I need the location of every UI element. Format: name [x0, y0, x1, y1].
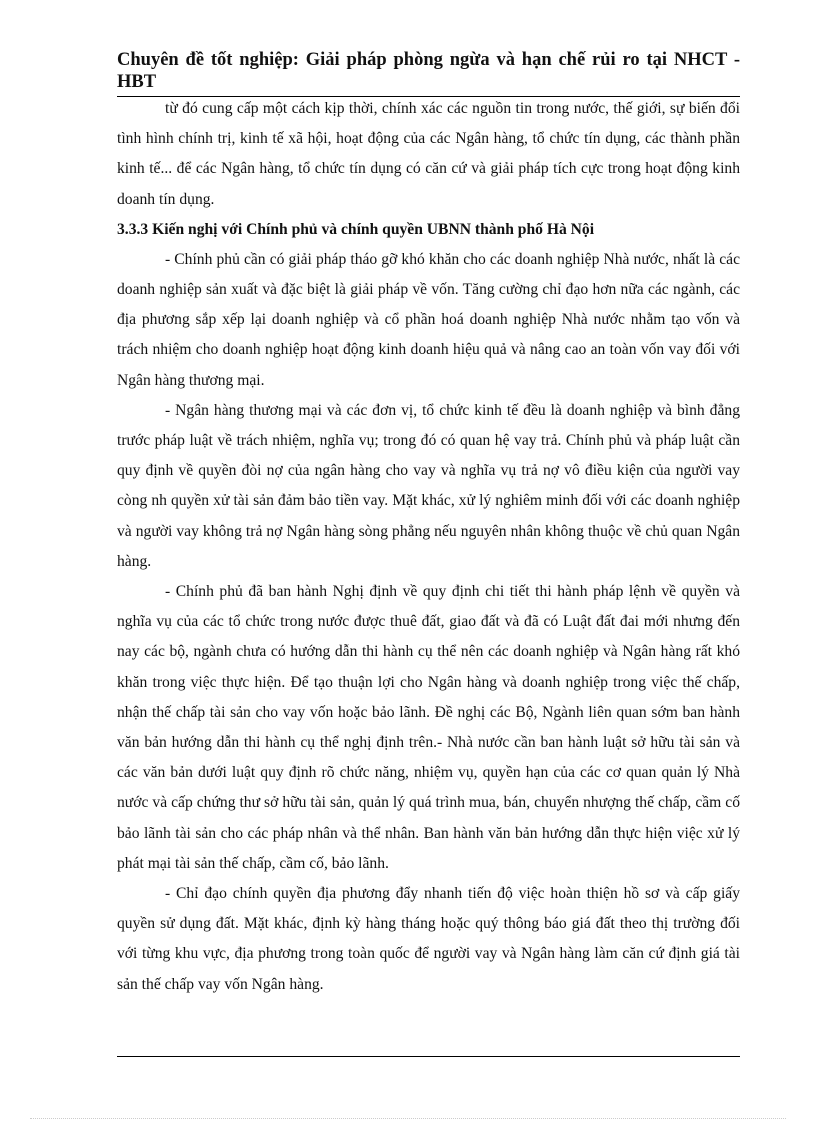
paragraph: - Chỉ đạo chính quyền địa phương đẩy nhanh tiến độ việc hoàn thiện hồ sơ và cấp giấy quyền sử dụng đất. Mặt khác, định kỳ hàng tháng hoặc quý thông báo giá đất theo thị trường đối với từng khu vực, địa phương trong toàn quốc để người vay và Ngân hàng làm căn cứ định giá tài sản thế chấp vay vốn Ngân hàng. — [117, 885, 740, 993]
footer-divider — [117, 1056, 740, 1057]
continuation-paragraph: từ đó cung cấp một cách kịp thời, chính xác các nguồn tin trong nước, thế giới, sự biến đổi tình hình chính trị, kinh tế xã hội, hoạt động của các Ngân hàng, tổ chức tín dụng, các thành phần kinh tế... để các Ngân hàng, tổ chức tín dụng có căn cứ và giải pháp tích cực trong hoạt động kinh doanh tín dụng. — [117, 100, 740, 208]
paragraph: - Ngân hàng thương mại và các đơn vị, tổ chức kinh tế đều là doanh nghiệp và bình đẳng trước pháp luật về trách nhiệm, nghĩa vụ; trong đó có quan hệ vay trả. Chính phủ và pháp luật cần quy định về quyền đòi nợ của ngân hàng cho vay và nghĩa vụ trả nợ vô điều kiện của người vay còng nh quyền xử tài sản đảm bảo tiền vay. Mặt khác, xử lý nghiêm minh đối với các doanh nghiệp và người vay không trả nợ Ngân hàng sòng phẳng nếu nguyên nhân không thuộc về chủ quan Ngân hàng. — [117, 401, 740, 570]
paragraph: - Chính phủ cần có giải pháp tháo gỡ khó khăn cho các doanh nghiệp Nhà nước, nhất là các doanh nghiệp sản xuất và đặc biệt là giải pháp về vốn. Tăng cường chỉ đạo hơn nữa các ngành, các địa phương sắp xếp lại doanh nghiệp và cổ phần hoá doanh nghiệp Nhà nước nhằm tạo vốn và trách nhiệm cho doanh nghiệp hoạt động kinh doanh hiệu quả và nâng cao an toàn vốn vay đối với Ngân hàng thương mại. — [117, 250, 740, 389]
document-body — [117, 94, 740, 1000]
section-heading: 3.3.3 Kiến nghị với Chính phủ và chính quyền UBNN thành phố Hà Nội — [117, 220, 595, 238]
page-bottom-edge — [30, 1118, 786, 1119]
paragraph: - Chính phủ đã ban hành Nghị định về quy định chi tiết thi hành pháp lệnh về quyền và nghĩa vụ của các tổ chức trong nước được thuê đất, giao đất và đã có Luật đất đai mới nhưng đến nay các bộ, ngành chưa có hướng dẫn thi hành cụ thể nên các doanh nghiệp và Ngân hàng rất khó khăn trong việc thực hiện. Để tạo thuận lợi cho Ngân hàng và doanh nghiệp trong việc thế chấp, nhận thế chấp tài sản cho vay vốn hoặc bảo lãnh. Đề nghị các Bộ, Ngành liên quan sớm ban hành văn bản hướng dẫn thi hành cụ thể nghị định trên.- Nhà nước cần ban hành luật sở hữu tài sản và các văn bản dưới luật quy định rõ chức năng, nhiệm vụ, quyền hạn của các cơ quan quản lý Nhà nước và cấp chứng thư sở hữu tài sản, quản lý quá trình mua, bán, chuyển nhượng thế chấp, cầm cố bảo lãnh tài sản cho các pháp nhân và thể nhân. Ban hành văn bản hướng dẫn thực hiện việc xử lý phát mại tài sản thế chấp, cầm cố, bảo lãnh. — [117, 583, 740, 872]
page-header-title: Chuyên đề tốt nghiệp: Giải pháp phòng ngừa và hạn chế rủi ro tại NHCT - HBT — [117, 50, 740, 92]
